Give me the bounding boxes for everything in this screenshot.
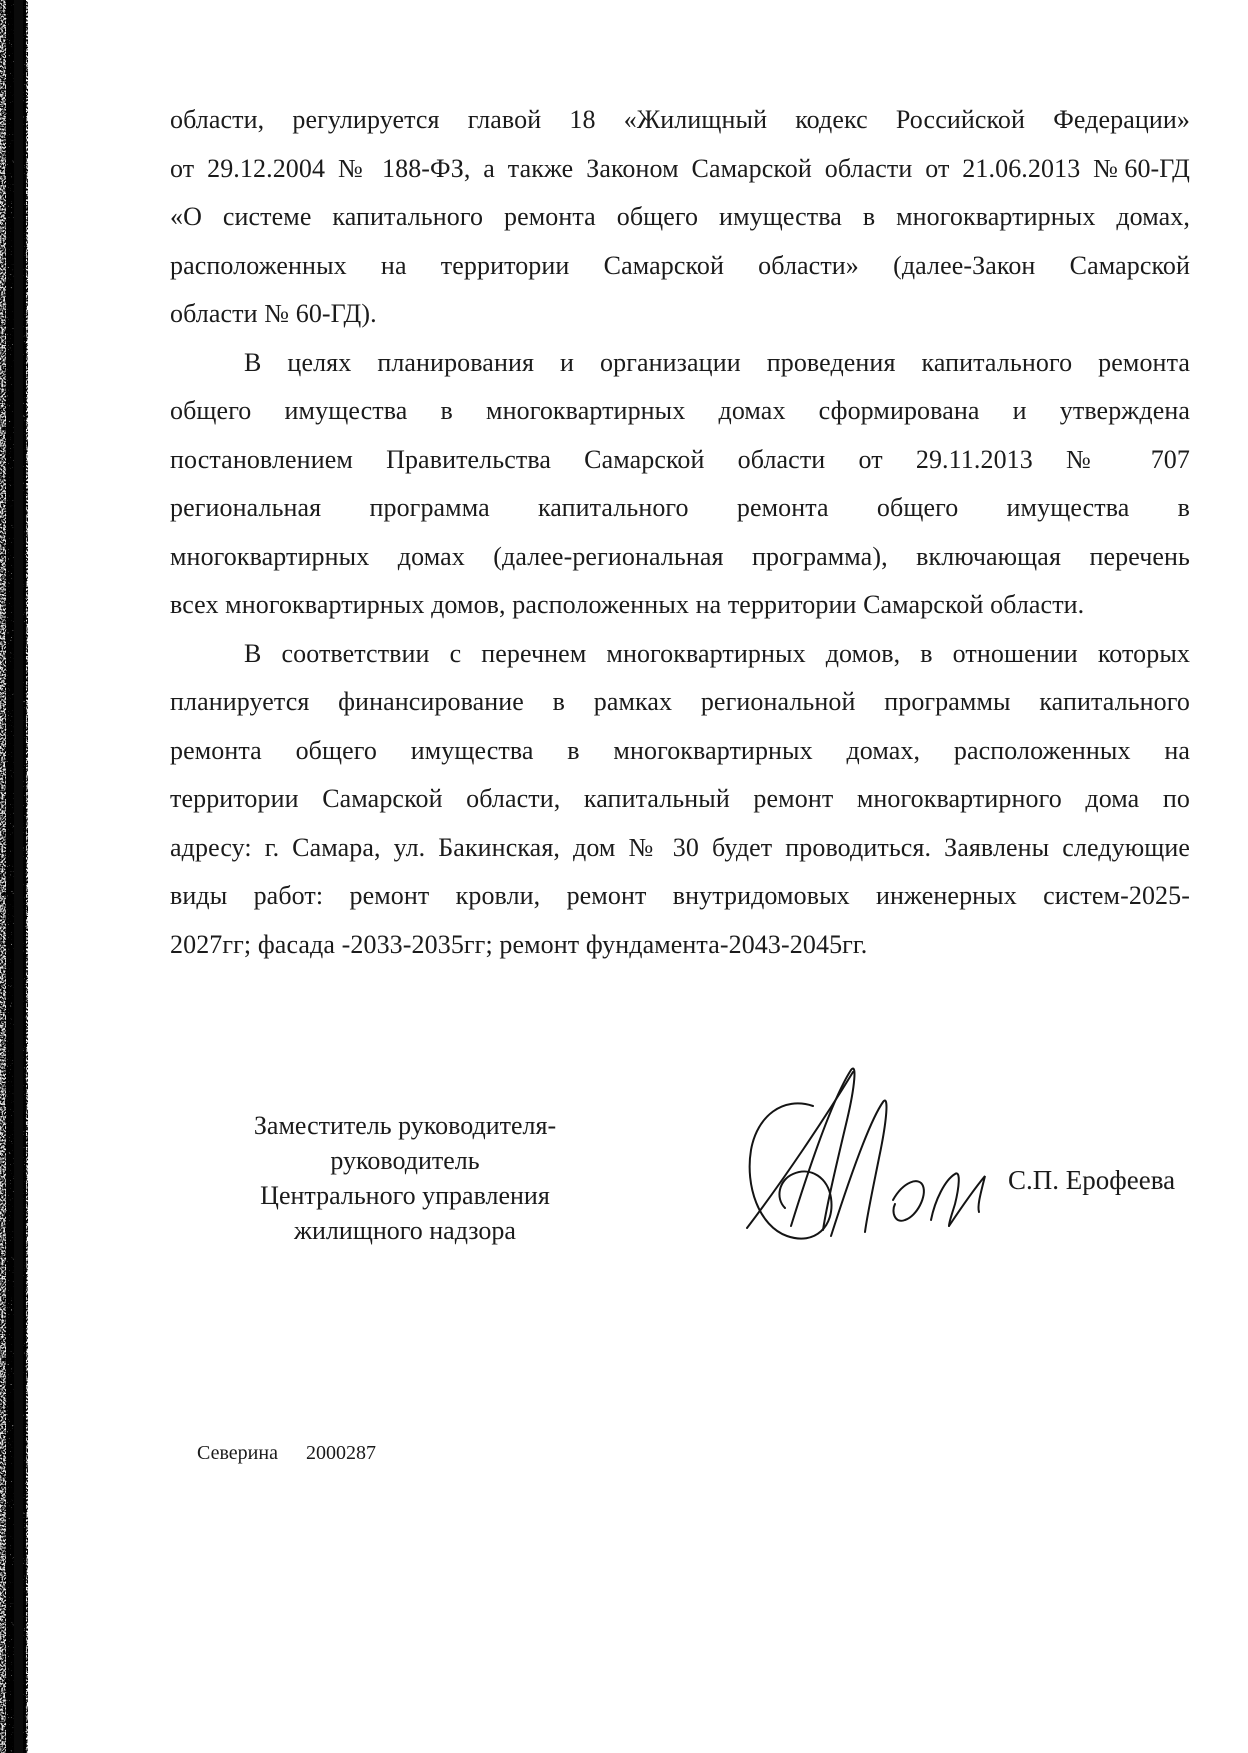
handwritten-signature [735,1058,990,1253]
text-line: адресу: г. Самара, ул. Бакинская, дом № 30 будет проводиться. Заявлены следующие [170,832,1190,862]
scan-edge-artifact [0,0,34,1753]
text-line: региональная программа капитального ремонта общего имущества в [170,493,1190,522]
signatory-title-line: Заместитель руководителя-руководитель [253,1111,557,1175]
signatory-title-line: Центрального управления [260,1181,550,1210]
text-line: расположенных на территории Самарской области» (далее-Закон Самарской [170,250,1190,280]
paragraph [170,339,1190,630]
signatory-title-line: жилищного надзора [294,1216,516,1245]
paragraph [170,96,1190,339]
footer-executor-line [197,1440,376,1466]
text-line: области № 60-ГД). [170,299,377,328]
text-line: общего имущества в многоквартирных домах сформирована и утверждена [170,396,1190,425]
text-line: «О системе капитального ремонта общего имущества в многоквартирных домах, [170,202,1190,231]
text-line: территории Самарской области, капитальный ремонт многоквартирного дома по [170,784,1190,813]
text-line: области, регулируется главой 18 «Жилищный кодекс Российской Федерации» [170,105,1190,134]
text-line: виды работ: ремонт кровли, ремонт внутридомовых инженерных систем-2025- [170,881,1190,910]
text-line: от 29.12.2004 № 188-ФЗ, а также Законом Самарской области от 21.06.2013 №60-ГД [170,153,1190,183]
paragraph [170,630,1190,970]
signatory-name: С.П. Ерофеева [1008,1165,1176,1195]
text-line: 2027гг; фасада -2033-2035гг; ремонт фундамента-2043-2045гг. [170,929,868,959]
executor-name: Северина [197,1442,278,1464]
text-line: В соответствии с перечнем многоквартирных домов, в отношении которых [244,638,1190,668]
text-line: многоквартирных домах (далее-региональная программа), включающая перечень [170,541,1190,571]
text-line: планируется финансирование в рамках региональной программы капитального [170,687,1190,716]
executor-code: 2000287 [305,1442,376,1464]
signature-block [190,1108,620,1248]
text-line: ремонта общего имущества в многоквартирных домах, расположенных на [170,735,1190,765]
document-body [170,96,1190,969]
text-line: всех многоквартирных домов, расположенных на территории Самарской области. [170,590,1085,619]
text-line: постановлением Правительства Самарской области от 29.11.2013 № 707 [170,444,1190,474]
text-line: В целях планирования и организации проведения капитального ремонта [244,347,1190,377]
